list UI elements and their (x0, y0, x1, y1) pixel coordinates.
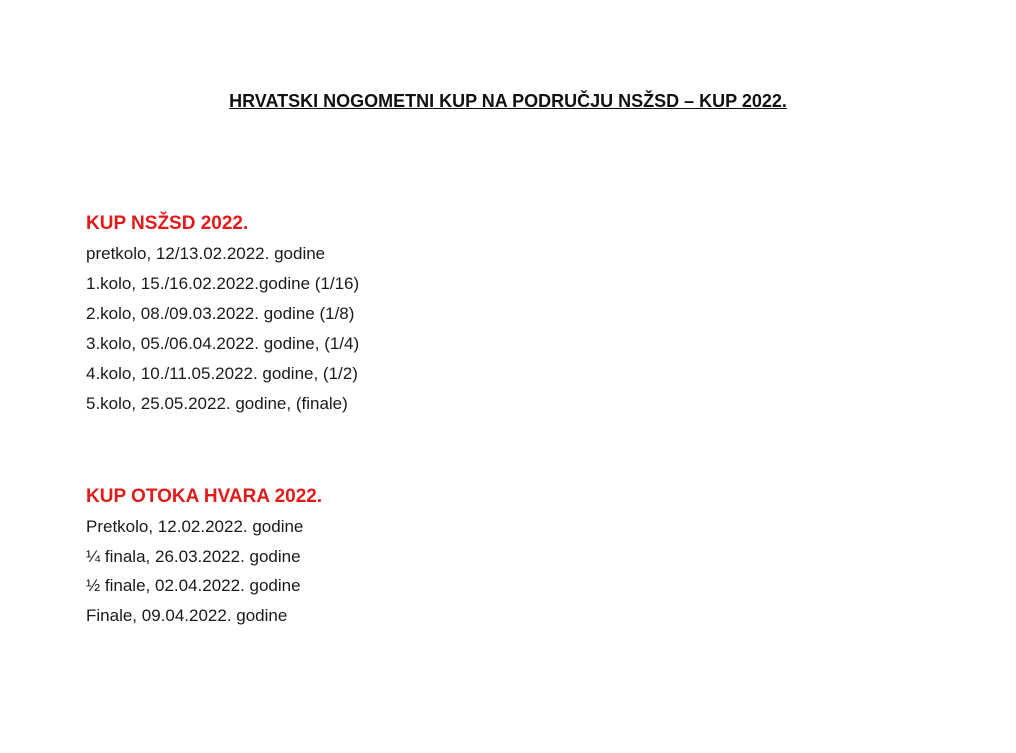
schedule-entry: 1.kolo, 15./16.02.2022.godine (1/16) (86, 274, 360, 293)
schedule-entry: 3.kolo, 05./06.04.2022. godine, (1/4) (86, 334, 360, 353)
section-heading: KUP OTOKA HVARA 2022. (86, 486, 323, 507)
document-title: HRVATSKI NOGOMETNI KUP NA PODRUČJU NSŽSD – KUP 2022. (229, 91, 787, 111)
section-kup-otoka-hvara (86, 484, 322, 630)
schedule-entry: pretkolo, 12/13.02.2022. godine (86, 244, 326, 263)
section-heading: KUP NSŽSD 2022. (86, 213, 249, 234)
schedule-entry: 4.kolo, 10./11.05.2022. godine, (1/2) (86, 364, 358, 383)
schedule-entry: Pretkolo, 12.02.2022. godine (86, 517, 304, 536)
schedule-entry: Finale, 09.04.2022. godine (86, 605, 288, 625)
schedule-entry: 2.kolo, 08./09.03.2022. godine (1/8) (86, 304, 355, 323)
schedule-entry: 5.kolo, 25.05.2022. godine, (finale) (86, 394, 348, 413)
schedule-entry: ½ finale, 02.04.2022. godine (86, 576, 301, 595)
section-kup-nszsd (86, 211, 359, 419)
schedule-entry: ¼ finala, 26.03.2022. godine (86, 546, 301, 566)
